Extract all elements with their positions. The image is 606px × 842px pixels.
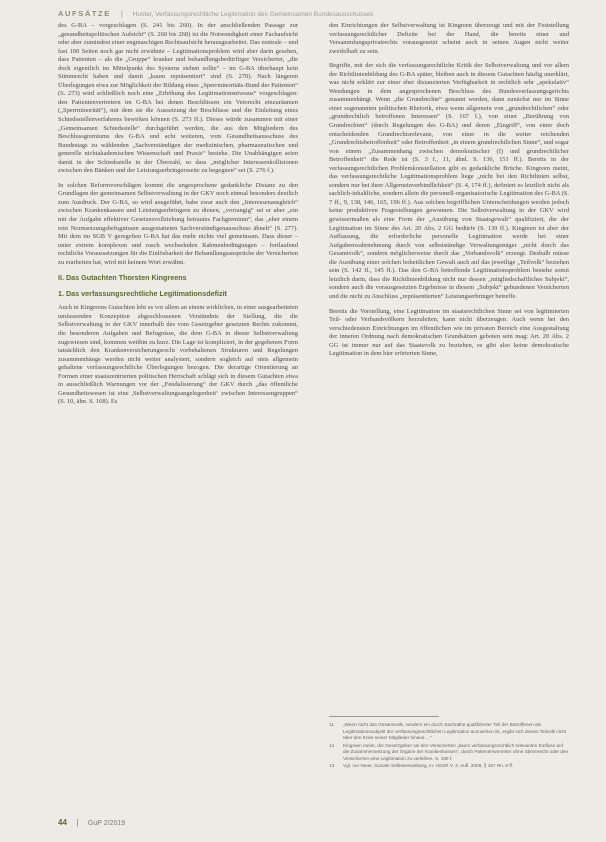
header-separator: | — [120, 9, 123, 18]
footnote-text: Vgl. nur Neue, Soziale Selbstverwaltung, in: HSSR V, 3. Aufl. 2008, § 157 Rn. 8 ff. — [343, 763, 514, 768]
footnote-text: „Wenn nicht das Gesamtvolk, sondern ein durch Sachnähe qualifizierter Teil der Betroffenen als Legitimationssubjekt der verfassungsrechtlichen Legitimation anzusehen ist, ergibt sich dieses Teilvolk nicht über den Kreis seiner Mitglieder hinaus …“ — [343, 722, 567, 740]
left-paragraph-3: Auch in Kingreens Gutachten lebt es vor allem an einem wirklichen, in einer ausgearbeiteten umfassenden Konzeption abgeschlossenen Verständnis der Stellung, die die Selbstverwaltung in der GKV innerhalb des vom Gesetzgeber gesetzten Rechts zukommt, die besonderen Aufgaben und Befugnisse, die dem G-BA in dieser Selbstverwaltung zugewiesen sind, kommen weithin zu kurz. Die Lage ist kompliziert, in der gegebenen Form tatsächlich den Krankenversicherungsrecht vorbehaltenen Strukturen und Regelungen zusammenhänge werden nicht weiter analysiert, sondern sogleich auf stets allgemein gehaltene verfassungsrechtliche Überlegungen bezogen. Die derartige Orientierung an Formen einer staatszentrierten politischen Herrschaft schlägt sich in diesem Gutachten etwa in ausschließlich Warnungen vor der „Feudalisierung“ der GKV durch „das öffentliche Gesundheitswesen ist eine ,Selbstverwaltungsangelegenheit‘ zwischen Interessengruppen“ (S. 10, ähn. S. 168). Es — [58, 304, 298, 406]
footnote — [329, 743, 569, 763]
left-column — [58, 22, 298, 413]
footnote — [329, 722, 569, 742]
section-heading: II. Das Gutachten Thorsten Kingreens — [58, 273, 187, 283]
page-footer — [58, 812, 125, 830]
footnote — [329, 763, 569, 770]
header-title: Huster, Verfassungsrechtliche Legitimation des Gemeinsamen Bundesausschusses — [132, 11, 374, 18]
right-paragraph-1: den Einrichtungen der Selbstverwaltung ist Kingreen überzeugt und mit der Feststellung verfassungsrechtlicher Defizite bei der Hand, die bereits einer und Versammlungsprivatrechts vorausgesetzt scheint auch in seinen Augen nicht weiter zweifelhaft zu sein. — [329, 22, 569, 55]
running-header — [58, 3, 578, 17]
right-paragraph-2: Begriffe, mit der sich die verfassungsrechtliche Kritik der Selbstverwaltung und vor allem der Richtlinienbildung des G-BA später, bleiben auch in diesem Gutachten häufig unerklärt, was nicht erklärt zur einer eher distanzierten Verfügbarkeit in rechtlich sehr „spekulativ“ Wendungen in dem angesprochenen Beschluss des Bundesverfassungsgerichts zusammenhängt. Wenn „die Grundrechte“ genannt werden, dann zunächst nur im Sinne einer sogenannten politischen Rhetorik, etwa wenn allgemein von „grundrechtlichen“ oder „grundrechtlich betroffenen Interessen“ (S. 167 f.), von einer „Berührung von Grundrechten“ (durch Regelungen des G-BA) und deren „Eingriff“, von einer doch entscheidenden Grundrechtsrelevanz, von einer in die weiter reichenden „Grundrechtsbetroffenheit“ oder Betroffenheit „in einem grundrechtlichen Sinne“, und sogar von einem „Zusammenhang zwischen demokratischer (I) und grundrechtlicher Betroffenheit“ die Rede ist (S. 3 f., 11, ähnl. S. 136, 151 ff.). Bereits in der verfassungsrechtlichen Problemkonstellation gibt es gedankliche Brüche. Kingreen meint, das verfassungsrechtliche Legitimationsproblem liege „nicht bei den Richtlinien selbst, sondern nur bei ihrer Allgemeinverbindlichkeit“ (S. 4, 174 ff.), definiert es letztlich nicht als sachlich-inhaltliche, sondern allein die personell-organisatorische Legitimation des G-BA (S. 7 ff., 9, 138, 146, 165, 196 ff.). Aus solchen begrifflichen Unterscheidungen werden jedoch keine produktiven Fragestellungen gewonnen. Die Selbstverwaltung in der GKV wird gewissermaßen als eine Form der „Ausübung von Staatsgewalt“ qualifiziert, die der Legitimation im Sinne des Art. 20 Abs. 2 GG bedürfe (S. 139 ff.). Kingreen ist aber der Auffassung, die erforderliche personelle Legitimation werde bei einer Aufgabenwahrnehmung durch von selbstständige Verwaltungsträger „nicht durch das Gesamtvolk“, sondern möglicherweise durch das „Verbandsvolk“ erzeugt. Deshalb müsse die Ausübung einer solchen hoheitlichen Gewalt auch auf das jeweilige „Teilvolk“ beziehen sein (S. 142 ff., 145 ff.). Das den G-BA betreffende Legitimationsproblem bestehe somit letztlich darin, dass die Richtlinienbildung nicht nur dessen „mitgliedschaftliches Subjekt“, sondern auch die vorausgesetzten Ergebnisse in diesem „Subjekt“ gebundenen Versicherten und die nicht zu Anschluss „repräsentierten“ Leistungserbringer betreffe. — [329, 62, 569, 300]
footnote-divider — [329, 716, 439, 717]
right-paragraph-3: Bereits die Vorstellung, eine Legitimation im staatsrechtlichen Sinne sei von legitimierten Teil- oder Verbandsvölkern herzuleiten, kann nicht überzeugen. Auch wenn bei den verschiedensten Einrichtungen im öffentlichen wie im privaten Bereich eine Ausgestaltung der inneren Ordnung nach demokratischen Grundsätzen geboten sein mag: Art. 20 Abs. 2 GG ist immer nur auf das Staatsvolk zu beziehen, es gibt also keine demokratische Legitimation in dem hier erörterten Sinne, — [329, 307, 569, 358]
header-section: AUFSÄTZE — [58, 9, 111, 18]
journal-issue: GuP 2/2019 — [87, 820, 126, 827]
page-number: 44 — [58, 818, 67, 827]
footnote-text: Kingreen meint, der Gesetzgeber sei den Versicherten „kaum verfassungsrechtlich relevanten Einfluss auf die Zusammensetzung der Organe der Krankenkassen“, durch Patientenvertreter ohne Stimmrecht oder den Versicherten eine Legitimation zu verleihen, S. 190 f. — [343, 742, 569, 761]
footnote-number: 12 — [329, 742, 335, 748]
footnote-number: 13 — [329, 763, 335, 768]
footnote-number: 11 — [329, 722, 334, 727]
right-column — [329, 22, 569, 365]
left-paragraph-1: des G-BA – vorgeschlagen (S. 241 bis 260). In der anschließenden Passage zur „gesundheitspolitischen Aufsicht“ (S. 260 bis 268) ist die Notwendigkeit einer Fachaufsicht oder aber zumindest einer engmaschigen Rechtsaufsicht herausgearbeitet. Das zentrale – und fast 100 Seiten noch gar nicht erwähnte – Legitimationsproblem wird aber darin gesehen, dass Patienten – als die „Gruppe“ kranker und behandlungsbedürftiger Versicherter, „die doch eigentlich im Mittelpunkt des Systems stehen sollte“ – im G-BA überhaupt kein Stimmrecht haben und damit „kaum repräsentiert“ sind (S. 270). Nach längeren Überlegungen etwa zur Möglichkeit der Bildung eines „Sperrminoritäts-Bund der Patienten“ (S. 273) wird schließlich noch eine „Erhöhung des Legitimationsniveaus“ vorgeschlagen: den Patientenvertretern im G-BA bei denen Beschlüssen ein Vetorecht einzuräumen („Sperrminorität“), mit dem sie die Aussetzung der Beschlüsse und die Einleitung eines Schiedsstellenverfahrens bewirken können (S. 273 ff.). Dieses würde zusammen mit einer „Gemeinsamen Schiedsstelle“ durchgeführt werden, die aus den Mitgliedern des Beschlussgremiums des G-BA und acht weiteren, vom Gesundheitsausschuss des Bundestags zu wählenden „Sachverständigen der medizinischen, pharmazeutischen und generelle nichtakademischen Wissenschaft und Praxis“ bestehe. Die Unabhängigen seien damit in der Schiedsstelle in der Überzahl, so dass „möglicher Interessenkollisionen zwischen den Bänken und der Leistungserbringersseite zu begegnen“ sei (S. 276 f.). — [58, 22, 298, 175]
footnotes — [329, 716, 569, 771]
left-paragraph-2: In solchen Reformvorschlägen kommt die ungesprochene gedankliche Distanz zu den Grundlagen der gemeinsamen Selbstverwaltung in der GKV noch einmal besonders deutlich zum Ausdruck. Der G-BA, so wird ausgeführt, habe zwar auch den „Interessenausgleich“ zwischen Krankenkassen und Leistungserbringern zu dienen, „vorrangig“ sei er aber „ein mit der Aufgabe effektiver Gesetzesvollziehung betrautes Fachgremium“, das „eher einem rein Normsetzungsbefugnissen ausgestatteten Sachverständigenausschuss ähnelt“ (S. 277). Mit dem im SGB V geregelten G-BA hat das mehr nichts viel gemeinsam. Dass dieser – unter extrem komplexen und rasch wechselnden Rahmenbedingungen – fortlaufend rechtliche Voraussetzungen für die Einlösbarkeit der Behandlungsansprüche der Versicherten zu erarbeiten hat, wird mit keinem Wort erwähnt. — [58, 181, 298, 266]
subsection-heading: 1. Das verfassungsrechtliche Legitimationsdefizit — [58, 289, 227, 299]
footer-separator: | — [76, 818, 79, 827]
